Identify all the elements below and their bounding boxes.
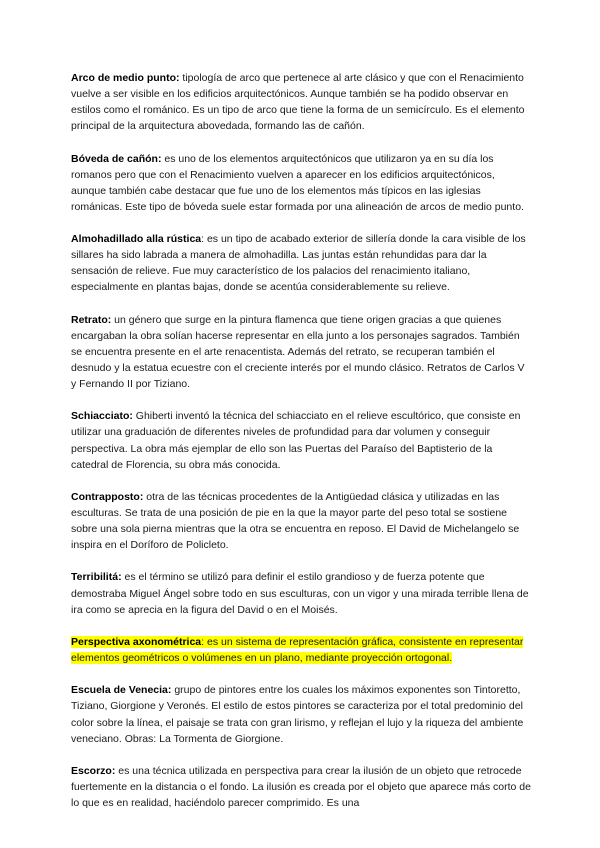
definition: : es un tipo de acabado exterior de sillería donde la cara visible de los sillares ha sido labrada a manera de almohadilla. Las juntas están rehundidas para dar la sensación de relieve. Fue muy característico de los palacios del renacimiento italiano, especialmente en plantas bajas, donde se acentúa considerablemente su relieve. [71,233,526,294]
term: Contrapposto: [71,490,144,503]
definition: un género que surge en la pintura flamenca que tiene origen gracias a que quienes encargaban la obra solían hacerse representar en ella junto a los personajes sagrados. También se encuentra presente en el arte renacentista. Además del retrato, se recuperan también el desnudo y la estatua ecuestre con el creciente interés por el mundo clásico. Retratos de Carlos V y Fernando II por Tiziano. [71,313,525,391]
term: Retrato: [71,313,112,326]
entry-schiacciato [71,408,531,472]
term: Bóveda de cañón: [71,152,162,165]
definition: : es un sistema de representación gráfica, consistente en representar elementos geométricos o volúmenes en un plano, mediante proyección ortogonal. [71,635,524,665]
definition: es una técnica utilizada en perspectiva para crear la ilusión de un objeto que retrocede fuertemente en la distancia o el fondo. La ilusión es creada por el objeto que aparece más corto de lo que es en realidad, haciéndolo parecer comprimido. Es una [71,764,531,810]
term: Escorzo: [71,764,116,777]
entry-escuela-de-venecia [71,682,531,746]
entry-boveda-de-canon [71,151,531,215]
highlighted-passage [71,636,523,664]
document-page [71,70,531,827]
definition: es uno de los elementos arquitectónicos que utilizaron ya en su día los romanos pero que con el Renacimiento vuelven a aparecer en los edificios arquitectónicos, aunque también cabe destacar que fue uno de los elementos más típicos en las iglesias románicas. Este tipo de bóveda suele estar formada por una alineación de arcos de medio punto. [71,152,524,213]
entry-perspectiva-axonometrica [71,634,531,666]
definition: Ghiberti inventó la técnica del schiacciato en el relieve escultórico, que consiste en utilizar una graduación de diferentes niveles de profundidad para dar volumen y conseguir perspectiva. La obra más ejemplar de ello son las Puertas del Paraíso del Baptisterio de la catedral de Florencia, su obra más conocida. [71,410,521,471]
entry-terribilita [71,569,531,617]
entry-escorzo [71,763,531,811]
term: Escuela de Venecia: [71,684,172,697]
entry-retrato [71,312,531,392]
entry-contrapposto [71,489,531,553]
entry-arco-de-medio-punto [71,70,531,134]
term: Arco de medio punto: [71,72,180,84]
term: Schiacciato: [71,410,133,423]
definition: tipología de arco que pertenece al arte clásico y que con el Renacimiento vuelve a ser visible en los edificios arquitectónicos. Aunque también se ha podido observar en estilos como el románico. Es un tipo de arco que tiene la forma de un semicírculo. Es el elemento principal de la arquitectura abovedada, formando las de cañón. [71,72,525,133]
term: Terribilitá: [71,571,122,584]
term: Perspectiva axonométrica [71,635,202,648]
term: Almohadillado alla rústica [71,233,202,246]
definition: grupo de pintores entre los cuales los máximos exponentes son Tintoretto, Tiziano, Giorgione y Veronés. El estilo de estos pintores se caracteriza por el total predominio del color sobre la línea, el paisaje se trata con gran lirismo, y reflejan el lujo y la riqueza del ambiente veneciano. Obras: La Tormenta de Giorgione. [71,684,524,745]
entry-almohadillado [71,231,531,295]
definition: es el término se utilizó para definir el estilo grandioso y de fuerza potente que demostraba Miguel Ángel sobre todo en sus esculturas, con un vigor y una mirada terrible llena de ira como se aprecia en la figura del David o en el Moisés. [71,571,529,616]
definition: otra de las técnicas procedentes de la Antigüedad clásica y utilizadas en las esculturas. Se trata de una posición de pie en la que la mayor parte del peso total se sostiene sobre una sola pierna mientras que la otra se encuentra en reposo. El David de Michelangelo se inspira en el Doríforo de Policleto. [71,490,520,552]
